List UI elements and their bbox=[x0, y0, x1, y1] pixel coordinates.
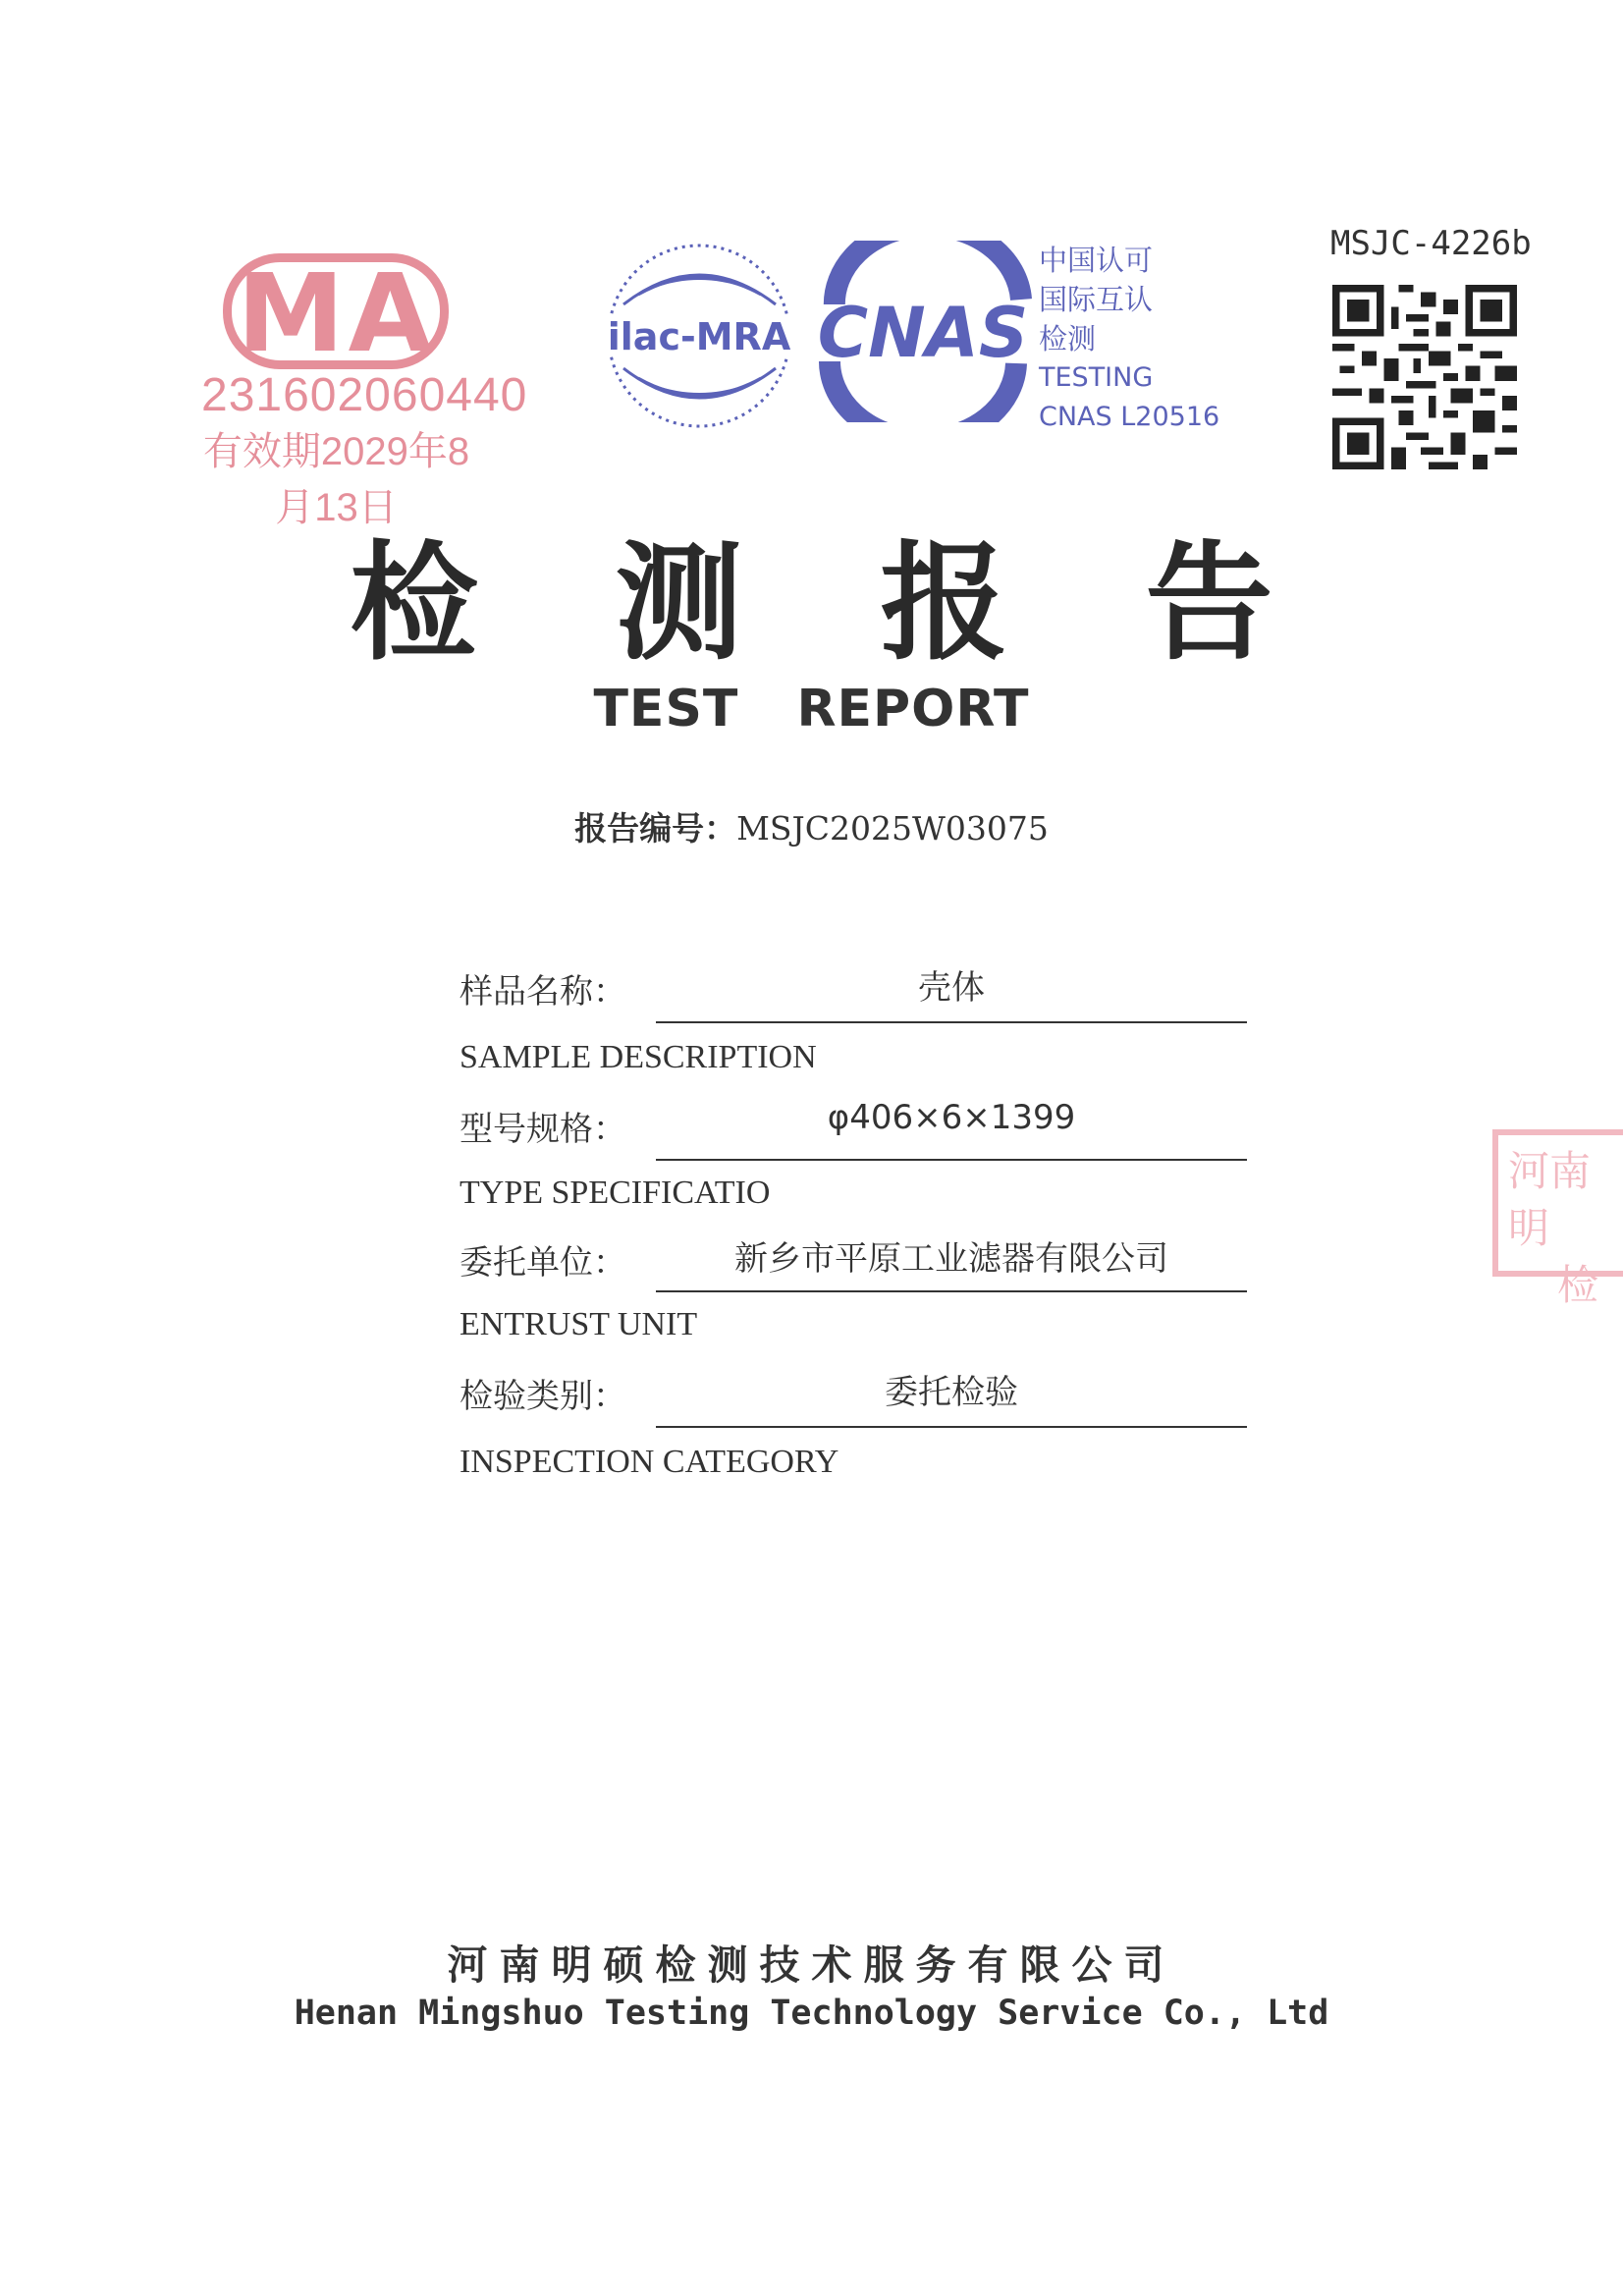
sample-name-value: 壳体 bbox=[918, 968, 985, 1008]
inspection-category-label: 检验类别： bbox=[460, 1377, 626, 1416]
title-char: 测 bbox=[615, 528, 812, 678]
type-spec-value: φ406×6×1399 bbox=[827, 1098, 1076, 1137]
field-underline bbox=[656, 1021, 1247, 1023]
seal-line: 检 bbox=[1557, 1261, 1599, 1309]
entrust-unit-label: 委托单位： bbox=[460, 1243, 626, 1283]
report-title-chinese bbox=[0, 501, 1623, 684]
cma-logo-letters: MA bbox=[237, 250, 436, 376]
title-char: 检 bbox=[350, 528, 547, 678]
field-underline bbox=[656, 1426, 1247, 1428]
sample-description-label: SAMPLE DESCRIPTION bbox=[460, 1039, 817, 1075]
type-specification-label: TYPE SPECIFICATIO bbox=[460, 1175, 771, 1211]
report-number-value: MSJC2025W03075 bbox=[736, 809, 1049, 847]
inspection-category-english-label: INSPECTION CATEGORY bbox=[460, 1444, 839, 1480]
inspection-category-value: 委托检验 bbox=[885, 1373, 1018, 1412]
qr-code-icon bbox=[1332, 285, 1517, 469]
entrust-unit-english-label: ENTRUST UNIT bbox=[460, 1306, 698, 1342]
cnas-line: TESTING bbox=[1039, 362, 1154, 393]
report-title-english: TEST REPORT bbox=[593, 680, 1030, 738]
cnas-line: 国际互认 bbox=[1039, 283, 1154, 316]
company-name-chinese: 河南明硕检测技术服务有限公司 bbox=[447, 1941, 1176, 1989]
ilac-mra-logo-text: ilac-MRA bbox=[607, 315, 791, 358]
entrust-unit-value: 新乡市平原工业滤器有限公司 bbox=[734, 1239, 1168, 1279]
sample-name-label: 样品名称： bbox=[460, 972, 626, 1011]
report-number bbox=[0, 803, 1623, 849]
cnas-logo bbox=[805, 241, 1051, 422]
company-name-english: Henan Mingshuo Testing Technology Service Co., Ltd bbox=[294, 1994, 1329, 2033]
title-char: 报 bbox=[880, 528, 1077, 678]
company-seal-stamp bbox=[1492, 1129, 1623, 1309]
cma-certificate-number: 231602060440 bbox=[201, 369, 528, 421]
document-code: MSJC-4226b bbox=[1330, 224, 1532, 263]
title-char: 告 bbox=[1145, 528, 1342, 678]
report-number-label: 报告编号： bbox=[574, 809, 737, 847]
cnas-accreditation-text bbox=[1039, 241, 1235, 437]
cma-validity-date: 有效期2029年8月13日 bbox=[202, 430, 470, 529]
cma-logo bbox=[201, 246, 528, 529]
field-underline bbox=[656, 1159, 1247, 1161]
cnas-line: 中国认可 bbox=[1039, 244, 1154, 277]
field-underline bbox=[656, 1290, 1247, 1292]
cnas-line: 检测 bbox=[1039, 322, 1097, 355]
type-spec-label: 型号规格： bbox=[460, 1110, 626, 1149]
cnas-line: CNAS L20516 bbox=[1039, 402, 1220, 432]
cnas-logo-text: CNAS bbox=[817, 293, 1029, 373]
seal-line: 河南明 bbox=[1508, 1147, 1592, 1252]
ilac-mra-logo bbox=[594, 236, 805, 437]
